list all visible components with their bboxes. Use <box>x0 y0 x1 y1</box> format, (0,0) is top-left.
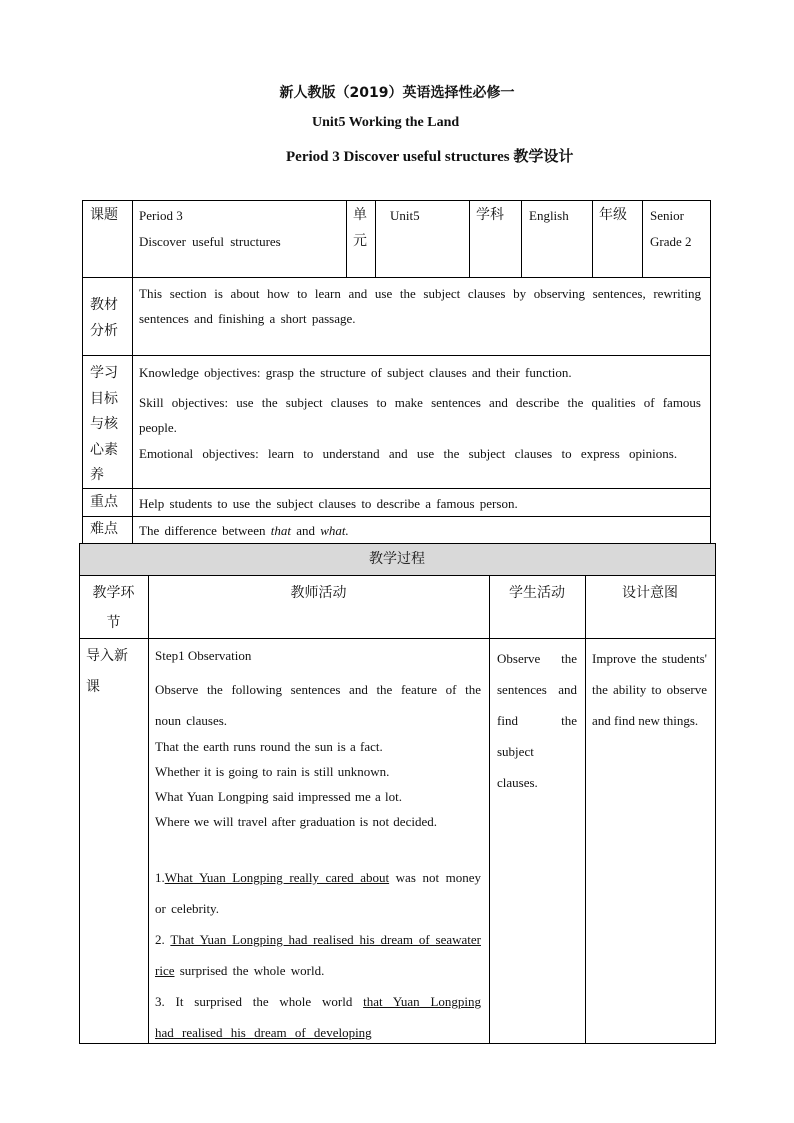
subject-label: 学科 <box>476 207 504 223</box>
stage-cell <box>86 641 146 703</box>
analysis-label-line2: 分析 <box>90 323 118 339</box>
sentence-2-subject-clause: That Yuan Longping had realised his dream of seawater rice <box>155 932 481 978</box>
design-intent: Improve the students' the ability to observe and find new things. <box>592 651 707 728</box>
goals-label <box>90 361 130 489</box>
key-text: Help students to use the subject clauses to describe a famous person. <box>139 496 518 511</box>
goal-knowledge: Knowledge objectives: grasp the structure of subject clauses and their function. <box>139 365 572 380</box>
example-4: Where we will travel after graduation is not decided. <box>155 814 437 829</box>
analysis-text: This section is about how to learn and use the subject clauses by observing sentences, rewriting sentences and finishing a short passage. <box>139 286 701 326</box>
col-student-header: 学生活动 <box>509 585 565 601</box>
sentence-3-start: 3. It surprised the whole world <box>155 994 364 1009</box>
sentence-1-subject-clause: What Yuan Longping really cared about <box>164 870 390 885</box>
sentence-2 <box>155 924 481 986</box>
key-label: 重点 <box>90 494 118 510</box>
unit-label-line2: 元 <box>353 233 367 249</box>
unit-title: Unit5 Working the Land <box>312 115 460 130</box>
process-header: 教学过程 <box>369 551 425 567</box>
col-stage-line: 教学环 <box>92 585 135 601</box>
sentence-1-rest: was not money or celebrity. <box>155 870 481 916</box>
goals-label-line: 目标 <box>90 390 118 407</box>
instruction: Observe the following sentences and the feature of the noun clauses. <box>155 682 481 728</box>
stage-line: 导入新 <box>86 648 128 664</box>
unit-label-line1: 单 <box>353 207 367 223</box>
topic-value-line1: Period 3 <box>139 208 183 223</box>
goals-label-line: 心素 <box>90 441 118 458</box>
analysis-label-line1: 教材 <box>90 297 118 313</box>
topic-label: 课题 <box>90 207 118 223</box>
goals-label-line: 与核 <box>90 416 118 432</box>
col-teacher-header: 教师活动 <box>290 585 347 601</box>
difficult-what: what. <box>320 523 349 538</box>
subject-value: English <box>529 208 569 223</box>
grade-label: 年级 <box>599 207 627 223</box>
grade-value-line2: Grade 2 <box>650 234 692 249</box>
sentence-2-num: 2. <box>155 932 171 947</box>
col-intent-header: 设计意图 <box>622 585 678 601</box>
topic-value-line2: Discover useful structures <box>139 234 281 249</box>
sentence-2-rest: surprised the whole world. <box>174 963 325 978</box>
sentence-1 <box>155 862 481 924</box>
goal-skill: Skill objectives: use the subject clauses to make sentences and describe the qualities of famous people. <box>139 395 701 435</box>
example-1: That the earth runs round the sun is a fact. <box>155 739 383 754</box>
difficult-and: and <box>290 523 321 538</box>
difficult-label: 难点 <box>90 521 118 537</box>
document-title: 新人教版（2019）英语选择性必修一 <box>279 85 515 101</box>
col-stage-line: 节 <box>106 615 121 631</box>
sentence-3-subject-clause: that Yuan Longping had realised his dream of developing <box>155 994 481 1040</box>
grade-value-line1: Senior <box>650 208 684 223</box>
example-3: What Yuan Longping said impressed me a lot. <box>155 789 402 804</box>
step-title: Step1 Observation <box>155 648 252 663</box>
stage-line: 课 <box>86 679 100 695</box>
goals-label-line: 学习 <box>90 365 118 381</box>
goal-emotional: Emotional objectives: learn to understand and use the subject clauses to express opinions. <box>139 446 678 461</box>
sentence-3 <box>155 986 481 1048</box>
sentence-1-num: 1. <box>155 870 165 885</box>
goals-label-line: 养 <box>90 467 104 483</box>
example-2: Whether it is going to rain is still unknown. <box>155 764 390 779</box>
period-title: Period 3 Discover useful structures 教学设计 <box>286 149 574 165</box>
difficult-pre: The difference between <box>139 523 271 538</box>
student-activity: Observe the sentences and find the subject clauses. <box>497 651 577 790</box>
difficult-that: that <box>270 523 291 538</box>
col-stage-header <box>79 578 148 638</box>
difficult-text <box>139 518 349 543</box>
unit-value: Unit5 <box>390 208 420 223</box>
